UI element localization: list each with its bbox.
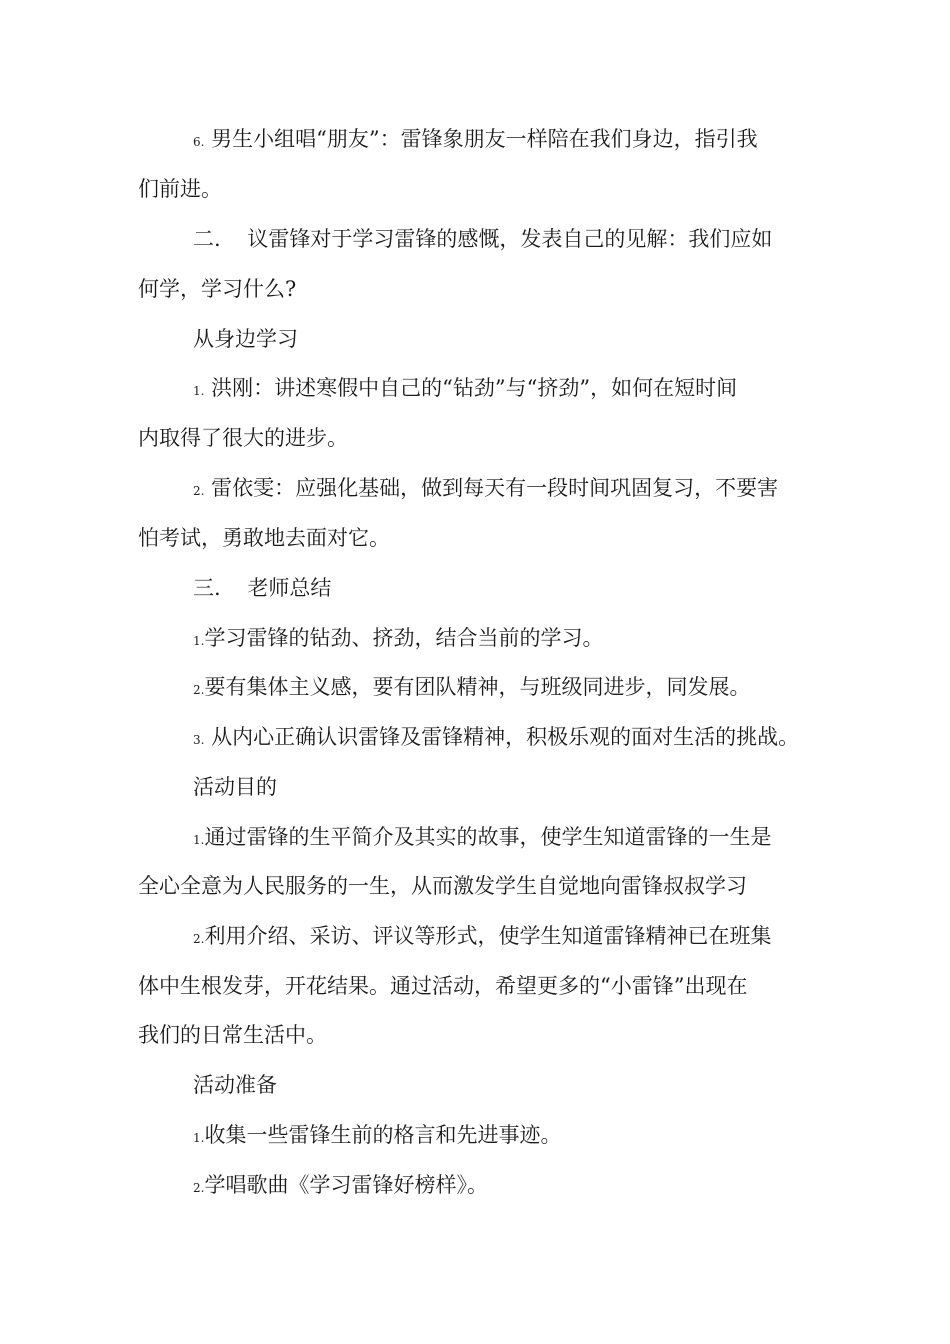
line-text: 何学，学习什么? (138, 277, 297, 301)
text-line (0, 971, 950, 1001)
line-text: 雷依雯：应强化基础，做到每天有一段时间巩固复习，不要害 (204, 476, 779, 500)
line-text: 活动准备 (193, 1073, 277, 1097)
text-line (0, 822, 950, 855)
text-line (0, 1170, 950, 1203)
text-line (0, 672, 950, 705)
line-text: 收集一些雷锋生前的格言和先进事迹。 (204, 1123, 562, 1147)
list-number: 1. (193, 384, 205, 398)
line-text: 从身边学习 (193, 327, 298, 351)
text-line (0, 274, 950, 304)
line-text: 要有集体主义感，要有团队精神，与班级同进步，同发展。 (204, 675, 751, 699)
line-text: 洪刚：讲述寒假中自己的“钻劲”与“挤劲”，如何在短时间 (204, 376, 738, 400)
line-text: 通过雷锋的生平简介及其实的故事，使学生知道雷锋的一生是 (204, 825, 772, 849)
text-line (0, 523, 950, 553)
text-line (0, 1120, 950, 1153)
text-line (0, 174, 950, 204)
line-text: 学习雷锋的钻劲、挤劲，结合当前的学习。 (204, 626, 604, 650)
line-text: 怕考试，勇敢地去面对它。 (138, 526, 390, 550)
list-number: 1. (193, 833, 205, 847)
text-line (0, 423, 950, 453)
line-text: 体中生根发芽，开花结果。通过活动，希望更多的“小雷锋”出现在 (138, 974, 748, 998)
text-line (0, 373, 950, 406)
line-text: 们前进。 (138, 177, 222, 201)
line-text: 男生小组唱“朋友”：雷锋象朋友一样陪在我们身边，指引我 (204, 127, 758, 151)
list-number: 2. (193, 683, 205, 697)
line-text: 学唱歌曲《学习雷锋好榜样》。 (204, 1173, 488, 1197)
line-text: 从内心正确认识雷锋及雷锋精神，积极乐观的面对生活的挑战。 (204, 725, 800, 749)
line-text: 全心全意为人民服务的一生，从而激发学生自觉地向雷锋叔叔学习 (138, 874, 747, 898)
section-heading (0, 224, 950, 254)
text-line (0, 722, 950, 755)
list-number: 1. (193, 1131, 205, 1145)
text-line (0, 921, 950, 954)
text-line (0, 1020, 950, 1050)
text-line (0, 871, 950, 901)
list-number: 2. (193, 1181, 205, 1195)
section-heading (0, 573, 950, 603)
subheading (0, 1070, 950, 1100)
list-number: 6. (193, 135, 205, 149)
text-line (0, 623, 950, 656)
list-number: 3. (193, 733, 205, 747)
subheading (0, 324, 950, 354)
line-text: 三. 老师总结 (193, 576, 332, 600)
list-number: 2. (193, 932, 205, 946)
list-number: 2. (193, 484, 205, 498)
list-number: 1. (193, 634, 205, 648)
line-text: 二. 议雷锋对于学习雷锋的感慨，发表自己的见解：我们应如 (193, 227, 773, 251)
text-line (0, 473, 950, 506)
line-text: 活动目的 (193, 775, 277, 799)
subheading (0, 772, 950, 802)
text-line (0, 124, 950, 157)
line-text: 我们的日常生活中。 (138, 1023, 327, 1047)
line-text: 利用介绍、采访、评议等形式，使学生知道雷锋精神已在班集 (204, 924, 772, 948)
line-text: 内取得了很大的进步。 (138, 426, 348, 450)
